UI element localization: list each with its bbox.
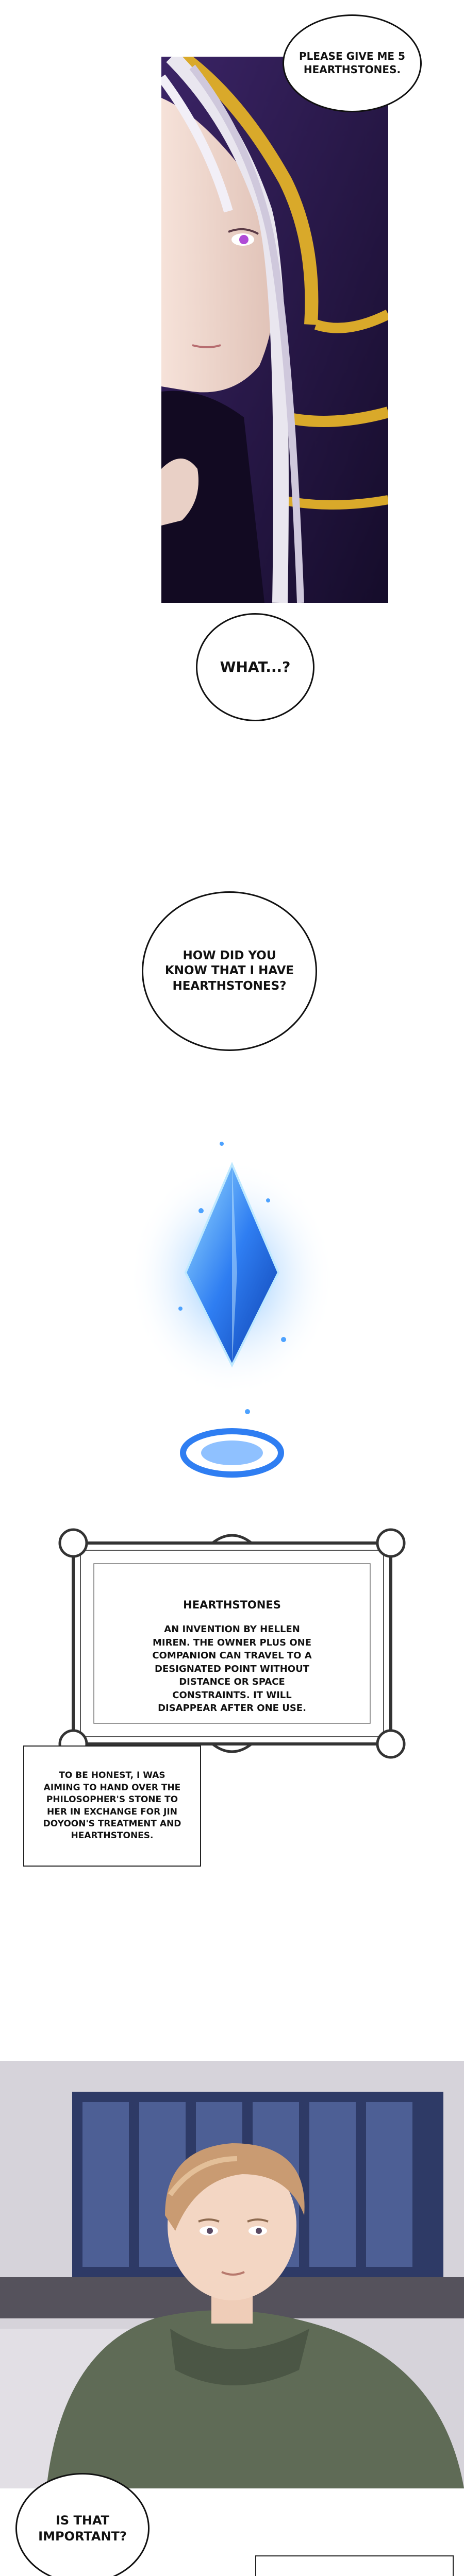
hearthstone-crystal-illustration [108, 1123, 356, 1504]
narration-box-raw-materials [255, 2555, 454, 2576]
narration-box-honest-text: TO BE HONEST, I WAS AIMING TO HAND OVER THE PHILOSOPHER'S STONE TO HER IN EXCHANGE FOR JIN DOYOON'S TREATMENT AND HEARTHSTONES. [43, 1770, 181, 1841]
item-info-frame [58, 1528, 406, 1759]
speech-bubble-what [196, 613, 314, 721]
speech-bubble-how-text: HOW DID YOU KNOW THAT I HAVE HEARTHSTONES? [164, 948, 294, 993]
speech-bubble-important-text: IS THAT IMPORTANT? [38, 2513, 127, 2544]
item-info-description: AN INVENTION BY HELLEN MIREN. THE OWNER PLUS ONE COMPANION CAN TRAVEL TO A DESIGNATED POINT WITHOUT DISTANCE OR SPACE CONSTRAINTS. IT WILL DISAPPEAR AFTER ONE USE. [152, 1624, 312, 1714]
panel-hooded-woman [161, 57, 388, 603]
item-info-title: HEARTHSTONES [183, 1599, 281, 1611]
speech-bubble-request [283, 14, 422, 112]
panel-hearthstone-crystal [108, 1123, 356, 1504]
speech-bubble-is-that-important [15, 2473, 150, 2576]
speech-bubble-request-text: PLEASE GIVE ME 5 HEARTHSTONES. [299, 50, 405, 76]
narration-box-honest [23, 1745, 201, 1867]
panel-man-hoodie [0, 2061, 464, 2488]
hooded-woman-illustration [161, 57, 388, 603]
speech-bubble-how-did-you-know [142, 891, 317, 1051]
speech-bubble-what-text: WHAT...? [220, 658, 291, 676]
man-hoodie-illustration [0, 2061, 464, 2488]
